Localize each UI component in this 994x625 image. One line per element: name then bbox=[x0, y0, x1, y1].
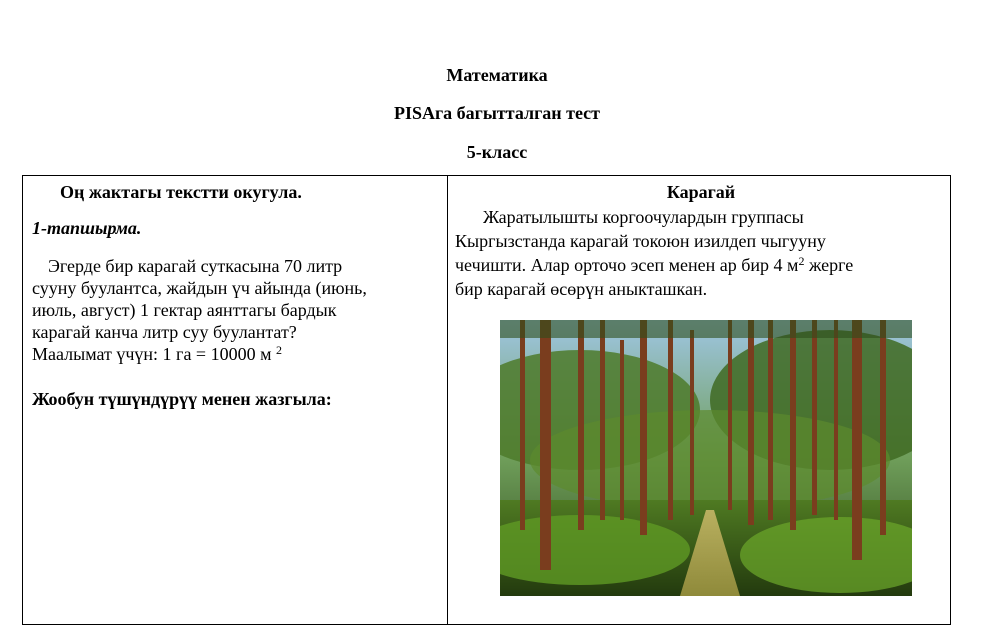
problem-line: сууну буулантса, жайдын үч айында (июнь, bbox=[32, 278, 367, 298]
text-title: Карагай bbox=[666, 182, 736, 202]
reading-line bbox=[455, 253, 947, 277]
superscript: 2 bbox=[275, 343, 282, 357]
column-divider bbox=[447, 176, 448, 624]
reading-span: жерге bbox=[804, 255, 854, 275]
problem-line: карагай канча литр суу буулантат? bbox=[32, 322, 297, 342]
reading-line: бир карагай өсөрүн аныкташкан. bbox=[455, 279, 708, 299]
subject-heading: Математика bbox=[446, 65, 548, 85]
task-label: 1-тапшырма. bbox=[32, 218, 142, 238]
problem-line: июль, август) 1 гектар аянттагы бардык bbox=[32, 300, 337, 320]
unit-conversion: Маалымат үчүн: 1 га = 10000 м bbox=[32, 344, 272, 364]
superscript: 2 bbox=[798, 254, 805, 268]
left-cell bbox=[32, 182, 440, 409]
reading-span: чечишти. Алар орточо эсеп менен ар бир 4 м bbox=[455, 255, 799, 275]
problem-line bbox=[32, 343, 440, 365]
problem-text bbox=[32, 255, 440, 365]
task-table bbox=[22, 175, 951, 625]
reading-text bbox=[455, 205, 947, 301]
right-cell bbox=[455, 182, 947, 301]
grade-heading: 5-класс bbox=[466, 142, 528, 162]
answer-prompt: Жообун түшүндүрүү менен жазгыла: bbox=[32, 389, 332, 409]
pine-forest-photo bbox=[500, 320, 912, 596]
test-name-heading: PISAга багытталган тест bbox=[394, 103, 600, 123]
instruction-text: Оң жактагы текстти окугула. bbox=[60, 182, 302, 202]
problem-line: Эгерде бир карагай суткасына 70 литр bbox=[48, 256, 343, 276]
reading-line: Жаратылышты коргоочулардын группасы bbox=[483, 207, 804, 227]
reading-line: Кыргызстанда карагай токоюн изилдеп чыгууну bbox=[455, 231, 826, 251]
